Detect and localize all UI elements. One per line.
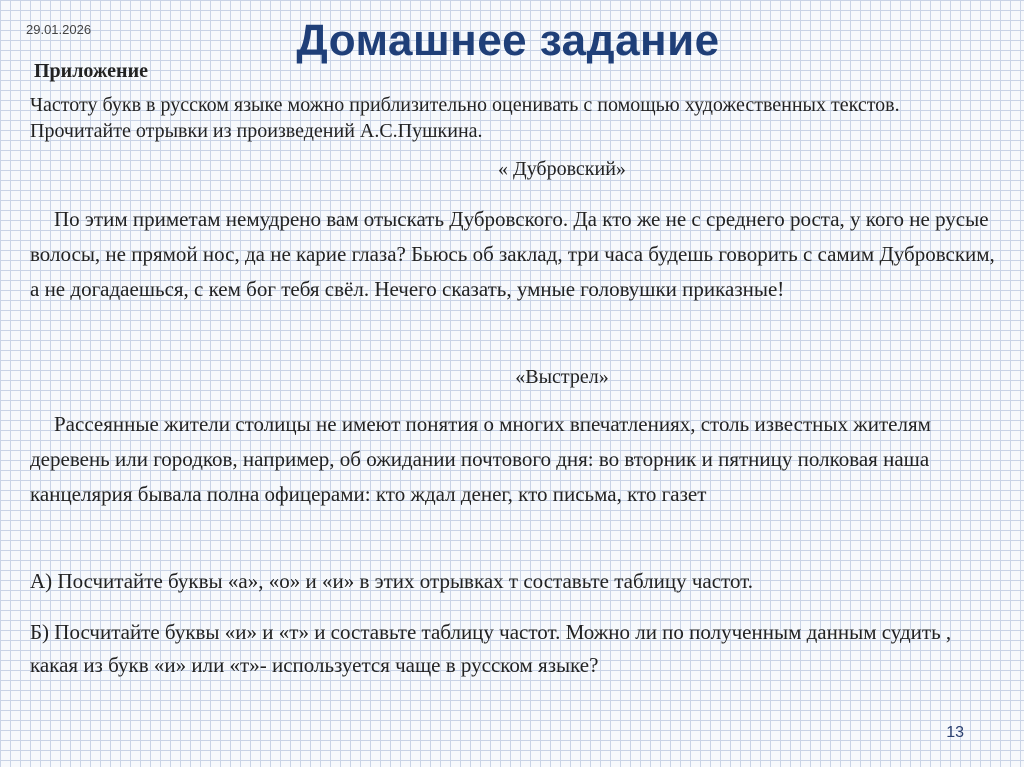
task-b: Б) Посчитайте буквы «и» и «т» и составьте таблицу частот. Можно ли по полученным данным судить , какая из букв «и» или «т»- используется чаще в русском языке? <box>30 620 952 677</box>
page-number: 13 <box>946 724 964 741</box>
appendix-label: Приложение <box>34 60 148 82</box>
intro-paragraph: Частоту букв в русском языке можно приблизительно оценивать с помощью художественных текстов. Прочитайте отрывки из произведений А.С.Пушкина. <box>30 94 900 142</box>
slide-title <box>0 16 1024 66</box>
excerpt-vystrel <box>30 407 1000 512</box>
excerpt-dubrovsky <box>30 202 1000 307</box>
excerpt-vystrel-text: Рассеянные жители столицы не имеют понятия о многих впечатлениях, столь известных жителям деревень или городков, например, об ожидании почтового дня: во вторник и пятницу полковая наша канцелярия бывала полна офицерами: кто ждал денег, кто письма, кто газет <box>30 412 931 506</box>
work-title-dubrovsky: « Дубровский» <box>498 158 626 180</box>
slide-title-text: Домашнее задание <box>296 16 720 65</box>
task-a: А) Посчитайте буквы «а», «о» и «и» в этих отрывках т составьте таблицу частот. <box>30 569 754 593</box>
slide-date: 29.01.2026 <box>26 22 92 37</box>
work-title-vystrel: «Выстрел» <box>515 366 609 388</box>
excerpt-dubrovsky-text: По этим приметам немудрено вам отыскать Дубровского. Да кто же не с среднего роста, у кого не русые волосы, не прямой нос, да не карие глаза? Бьюсь об заклад, три часа будешь говорить с самим Дубровским, а не догадаешься, с кем бог тебя свёл. Нечего сказать, умные головушки приказные! <box>30 207 995 301</box>
